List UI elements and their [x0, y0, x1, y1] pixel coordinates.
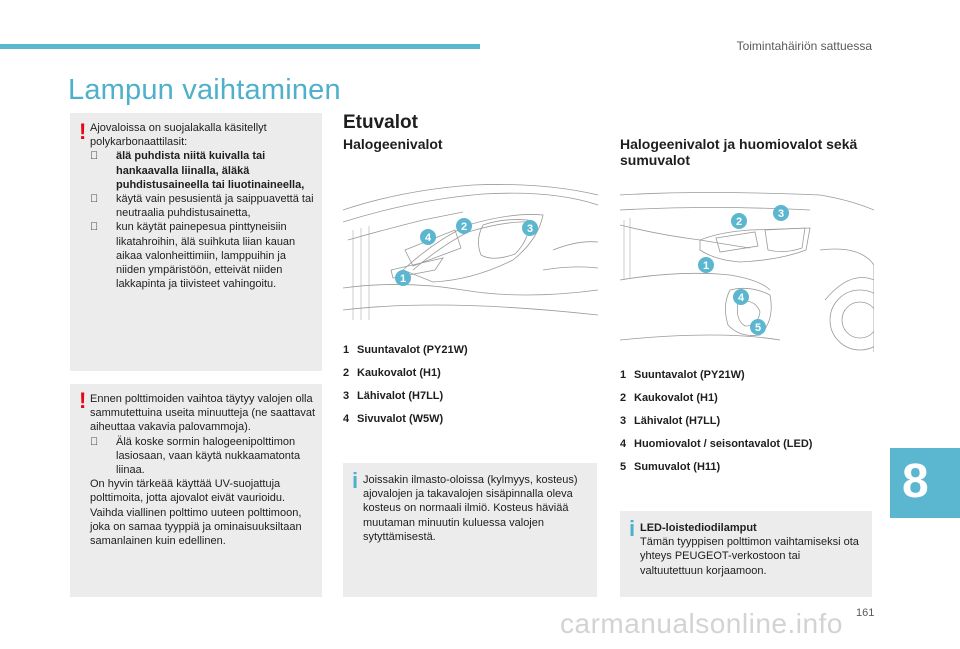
warning-text — [90, 392, 316, 548]
section-header: Toimintahäiriön sattuessa — [736, 39, 872, 53]
subheading-halogen: Halogeenivalot — [343, 136, 443, 152]
bulb-list-drl-fog — [620, 369, 812, 484]
info-body: Tämän tyyppisen polttimon vaihtamiseksi ota yhteys PEUGEOT-verkostoon tai valtuutettuun korjaamoon. — [640, 536, 859, 577]
list-item: 4 Huomiovalot / seisontavalot (LED) — [620, 438, 813, 450]
callout-4-label: 4 — [737, 292, 745, 304]
headlamp-illustration-halogen — [343, 170, 599, 330]
page-number: 161 — [856, 607, 875, 619]
info-box-led — [620, 511, 872, 597]
watermark: carmanualsonline.info — [560, 608, 843, 639]
page-title: Lampun vaihtaminen — [68, 74, 341, 106]
info-title: LED-loistediodilamput — [640, 522, 757, 534]
callout-markers — [698, 205, 789, 335]
warning-bullet: älä puhdista niitä kuivalla tai hankaavalla liinalla, äläkä puhdistusaineella tai liuotinaineella, — [90, 149, 316, 192]
callout-3-label: 3 — [777, 208, 785, 220]
callout-2-label: 2 — [460, 221, 468, 233]
bulb-list-halogen — [343, 344, 468, 436]
warning-bullet: käytä vain pesusientä ja saippuavettä tai neutraalia puhdistusainetta, — [90, 192, 316, 220]
warning-box-polycarbonate — [70, 113, 322, 371]
warning-bullet: kun käytät painepesua pinttyneisiin likatahroihin, älä suihkuta liian kauan aikaa valonheittimiin, lamppuihin ja niiden ympäristöön, etteivät niiden lakkapinta ja tiivisteet vahingoitu. — [90, 220, 316, 291]
list-item: 1 Suuntavalot (PY21W) — [343, 344, 468, 356]
callout-1-label: 1 — [399, 273, 407, 285]
warning-exclamation-icon: ! — [79, 119, 87, 144]
list-item: 3 Lähivalot (H7LL) — [620, 415, 721, 427]
bullet-arrow-icon — [90, 192, 98, 206]
bullet-arrow-icon — [90, 220, 98, 234]
list-item: 1 Suuntavalot (PY21W) — [620, 369, 745, 381]
warning-intro: Ajovaloissa on suojalakalla käsitellyt polykarbonaattilasit: — [90, 122, 267, 149]
warning-text — [90, 121, 316, 291]
list-item: 5 Sumuvalot (H11) — [620, 461, 721, 473]
list-item: 3 Lähivalot (H7LL) — [343, 390, 444, 402]
header-accent-bar — [0, 44, 480, 49]
chapter-tab: 8 — [890, 448, 960, 518]
info-text — [640, 521, 866, 578]
section-heading-front-lights: Etuvalot — [343, 112, 418, 133]
callout-5-label: 5 — [754, 322, 762, 334]
list-item: 2 Kaukovalot (H1) — [620, 392, 718, 404]
callout-1-label: 1 — [702, 260, 710, 272]
headlamp-illustration-drl-fog — [620, 190, 874, 352]
warning-exclamation-icon: ! — [79, 388, 87, 413]
callout-2-label: 2 — [735, 216, 743, 228]
list-item: 4 Sivuvalot (W5W) — [343, 413, 444, 425]
warning-intro: Ennen polttimoiden vaihtoa täytyy valojen olla sammutettuina useita minuutteja (ne saattavat aiheuttaa vakavia palovammoja). — [90, 393, 316, 434]
warning-outro: On hyvin tärkeää käyttää UV-suojattuja polttimoita, jotta ajovalot eivät vaurioidu. Vaihda viallinen polttimo uuteen polttimoon, joka on samaa tyyppiä ja ominaisuuksiltaan samanlainen kuin edellinen. — [90, 478, 302, 548]
bullet-arrow-icon — [90, 149, 98, 163]
callout-3-label: 3 — [526, 223, 534, 235]
warning-bullet: Älä koske sormin halogeenipolttimon lasiosaan, vaan käytä nukkaamatonta liinaa. — [90, 435, 316, 478]
list-item: 2 Kaukovalot (H1) — [343, 367, 441, 379]
info-icon: i — [352, 468, 359, 493]
warning-box-bulb-heat — [70, 384, 322, 597]
info-text: Joissakin ilmasto-oloissa (kylmyys, kosteus) ajovalojen ja takavalojen sisäpinnalla oleva kosteus on normaali ilmiö. Kosteus häviää muutaman minuutin kuluessa valojen sytyttämisestä. — [363, 474, 578, 543]
subheading-halogen-drl-fog: Halogeenivalot ja huomiovalot sekä sumuvalot — [620, 136, 858, 168]
bullet-arrow-icon — [90, 435, 98, 449]
callout-4-label: 4 — [424, 232, 432, 244]
info-box-condensation — [343, 463, 597, 597]
info-icon: i — [629, 516, 636, 541]
